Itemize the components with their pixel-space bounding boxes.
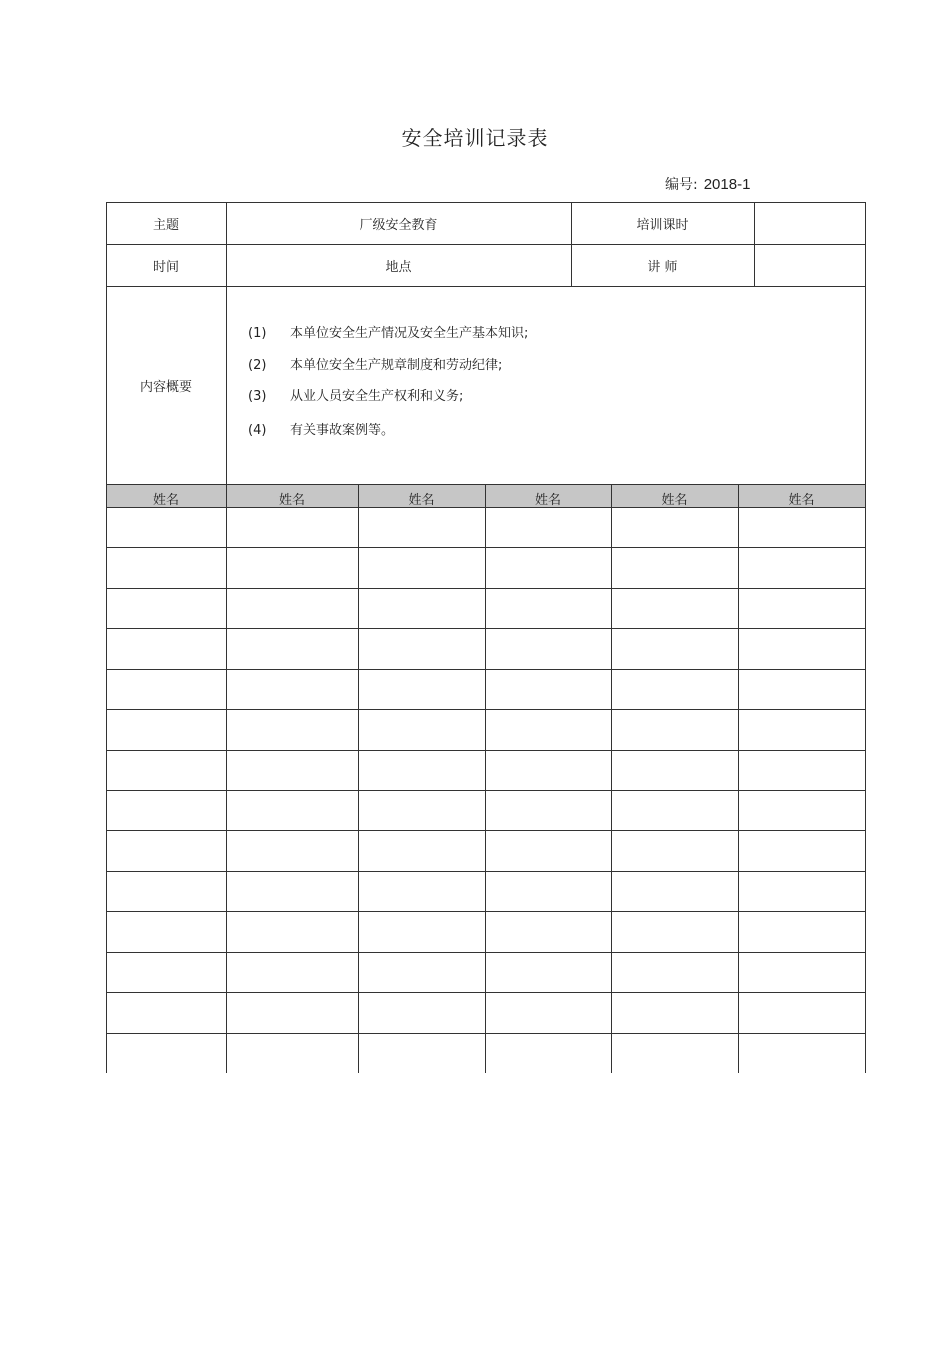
attendance-name-cell[interactable] — [106, 952, 226, 992]
attendance-name-cell[interactable] — [738, 830, 865, 870]
table-border — [571, 202, 572, 286]
attendance-header-name: 姓名 — [278, 492, 305, 508]
attendance-name-cell[interactable] — [226, 871, 358, 911]
attendance-name-cell[interactable] — [611, 790, 738, 830]
attendance-name-cell[interactable] — [106, 507, 226, 547]
attendance-name-cell[interactable] — [226, 992, 358, 1032]
attendance-name-cell[interactable] — [485, 830, 611, 870]
attendance-name-cell[interactable] — [485, 1033, 611, 1073]
attendance-name-cell[interactable] — [485, 992, 611, 1032]
attendance-name-cell[interactable] — [226, 790, 358, 830]
attendance-name-cell[interactable] — [485, 588, 611, 628]
attendance-name-cell[interactable] — [226, 750, 358, 790]
location-label: 地点 — [385, 259, 412, 275]
attendance-name-cell[interactable] — [358, 588, 485, 628]
instructor-label: 讲 师 — [647, 259, 678, 275]
attendance-name-cell[interactable] — [226, 669, 358, 709]
attendance-name-cell[interactable] — [106, 709, 226, 749]
table-border — [106, 911, 866, 912]
time-label: 时间 — [152, 259, 179, 275]
attendance-name-cell[interactable] — [485, 709, 611, 749]
table-border — [106, 202, 107, 1073]
serial-number — [665, 174, 750, 194]
table-border — [106, 830, 866, 831]
attendance-name-cell[interactable] — [611, 1033, 738, 1073]
attendance-name-cell[interactable] — [611, 992, 738, 1032]
table-border — [106, 1033, 866, 1034]
attendance-name-cell[interactable] — [226, 547, 358, 587]
attendance-name-cell[interactable] — [738, 588, 865, 628]
attendance-name-cell[interactable] — [738, 911, 865, 951]
attendance-name-cell[interactable] — [106, 628, 226, 668]
table-border — [485, 484, 486, 1073]
attendance-name-cell[interactable] — [106, 790, 226, 830]
attendance-name-cell[interactable] — [738, 547, 865, 587]
attendance-name-cell[interactable] — [611, 952, 738, 992]
attendance-name-cell[interactable] — [226, 1033, 358, 1073]
attendance-name-cell[interactable] — [358, 709, 485, 749]
table-border — [106, 507, 866, 508]
attendance-name-cell[interactable] — [738, 952, 865, 992]
attendance-name-cell[interactable] — [106, 1033, 226, 1073]
content-item: (1) 本单位安全生产情况及安全生产基本知识; — [248, 326, 529, 341]
attendance-header-name: 姓名 — [534, 492, 561, 508]
table-border — [611, 484, 612, 1073]
attendance-name-cell[interactable] — [106, 871, 226, 911]
attendance-name-cell[interactable] — [226, 628, 358, 668]
attendance-name-cell[interactable] — [358, 750, 485, 790]
attendance-name-cell[interactable] — [611, 709, 738, 749]
attendance-name-cell[interactable] — [738, 669, 865, 709]
attendance-name-cell[interactable] — [485, 952, 611, 992]
serial-label: 编号: — [665, 177, 698, 193]
instructor-value[interactable] — [754, 244, 865, 286]
table-border — [106, 547, 866, 548]
table-border — [106, 244, 866, 245]
attendance-name-cell[interactable] — [738, 1033, 865, 1073]
attendance-name-cell[interactable] — [358, 1033, 485, 1073]
table-border — [106, 588, 866, 589]
attendance-name-cell[interactable] — [106, 911, 226, 951]
attendance-name-cell[interactable] — [738, 750, 865, 790]
table-border — [106, 952, 866, 953]
attendance-header-name: 姓名 — [788, 492, 815, 508]
attendance-name-cell[interactable] — [226, 709, 358, 749]
attendance-name-cell[interactable] — [226, 588, 358, 628]
attendance-name-cell[interactable] — [226, 911, 358, 951]
attendance-name-cell[interactable] — [106, 669, 226, 709]
attendance-name-cell[interactable] — [738, 507, 865, 547]
table-border — [106, 484, 866, 485]
table-border — [106, 286, 866, 287]
attendance-name-cell[interactable] — [611, 547, 738, 587]
attendance-name-cell[interactable] — [358, 952, 485, 992]
attendance-name-cell[interactable] — [485, 628, 611, 668]
attendance-name-cell[interactable] — [106, 750, 226, 790]
table-border — [865, 202, 866, 1073]
attendance-name-cell[interactable] — [738, 628, 865, 668]
attendance-name-cell[interactable] — [358, 669, 485, 709]
table-border — [106, 871, 866, 872]
attendance-name-cell[interactable] — [226, 830, 358, 870]
attendance-name-cell[interactable] — [106, 992, 226, 1032]
table-border — [106, 669, 866, 670]
topic-label: 主题 — [152, 217, 179, 233]
page-title: 安全培训记录表 — [401, 126, 549, 150]
attendance-name-cell[interactable] — [358, 992, 485, 1032]
attendance-name-cell[interactable] — [611, 588, 738, 628]
attendance-header-name: 姓名 — [408, 492, 435, 508]
table-border — [226, 202, 227, 1073]
attendance-name-cell[interactable] — [738, 992, 865, 1032]
attendance-name-cell[interactable] — [485, 669, 611, 709]
attendance-name-cell[interactable] — [611, 871, 738, 911]
attendance-name-cell[interactable] — [226, 952, 358, 992]
attendance-name-cell[interactable] — [485, 750, 611, 790]
attendance-name-cell[interactable] — [358, 830, 485, 870]
attendance-name-cell[interactable] — [611, 669, 738, 709]
table-border — [754, 202, 755, 286]
content-summary-label: 内容概要 — [139, 379, 192, 395]
attendance-name-cell[interactable] — [358, 547, 485, 587]
table-border — [106, 202, 866, 203]
attendance-name-cell[interactable] — [358, 507, 485, 547]
attendance-name-cell[interactable] — [611, 628, 738, 668]
attendance-name-cell[interactable] — [738, 790, 865, 830]
attendance-name-cell[interactable] — [485, 507, 611, 547]
hours-value[interactable] — [754, 202, 865, 244]
attendance-name-cell[interactable] — [106, 830, 226, 870]
attendance-name-cell[interactable] — [611, 507, 738, 547]
attendance-name-cell[interactable] — [106, 547, 226, 587]
attendance-header-name: 姓名 — [661, 492, 688, 508]
topic-value[interactable]: 厂级安全教育 — [359, 217, 438, 233]
attendance-name-cell[interactable] — [611, 911, 738, 951]
hours-label: 培训课时 — [636, 217, 689, 233]
attendance-name-cell[interactable] — [485, 871, 611, 911]
serial-value: 2018-1 — [703, 176, 751, 193]
table-border — [358, 484, 359, 1073]
content-item: (2) 本单位安全生产规章制度和劳动纪律; — [248, 358, 503, 373]
table-border — [106, 992, 866, 993]
attendance-name-cell[interactable] — [611, 830, 738, 870]
table-border — [738, 484, 739, 1073]
attendance-name-cell[interactable] — [485, 547, 611, 587]
table-border — [106, 790, 866, 791]
table-border — [106, 709, 866, 710]
content-item: (4) 有关事故案例等。 — [248, 423, 395, 438]
attendance-name-cell[interactable] — [485, 790, 611, 830]
attendance-name-cell[interactable] — [358, 871, 485, 911]
attendance-name-cell[interactable] — [358, 628, 485, 668]
attendance-name-cell[interactable] — [738, 871, 865, 911]
attendance-header-name: 姓名 — [152, 492, 179, 508]
table-border — [106, 750, 866, 751]
attendance-name-cell[interactable] — [358, 911, 485, 951]
attendance-name-cell[interactable] — [485, 911, 611, 951]
content-item: (3) 从业人员安全生产权利和义务; — [248, 389, 464, 404]
attendance-name-cell[interactable] — [226, 507, 358, 547]
attendance-name-cell[interactable] — [738, 709, 865, 749]
table-border — [106, 628, 866, 629]
attendance-name-cell[interactable] — [358, 790, 485, 830]
attendance-name-cell[interactable] — [106, 588, 226, 628]
attendance-name-cell[interactable] — [611, 750, 738, 790]
